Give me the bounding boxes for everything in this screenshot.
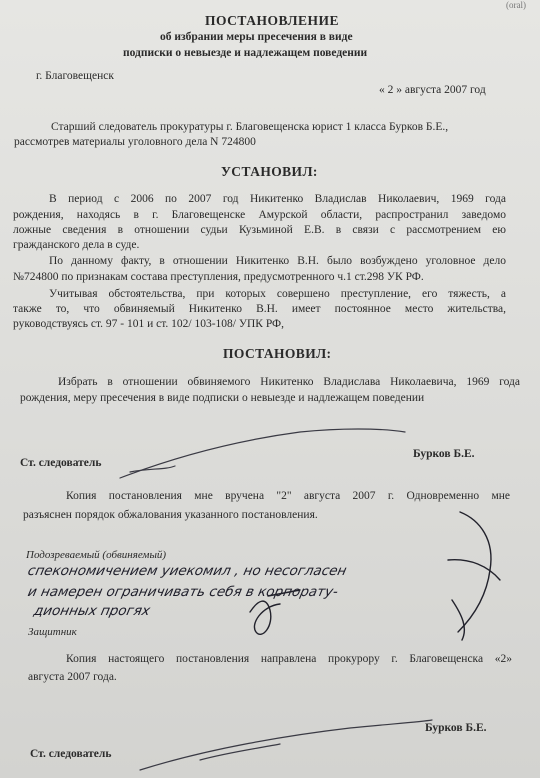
intro-line-2: рассмотрев материалы уголовного дела N 724800 [14, 136, 256, 148]
investigator-signature-1 [120, 429, 405, 478]
established-p1-line-3: ложные сведения в отношении судьи Кузьминой Е.В. в связи с рассмотрением ею [13, 224, 506, 236]
established-p2-line-1: По данному факту, в отношении Никитенко В.Н. было возбуждено уголовное дело [49, 255, 506, 267]
established-p1-line-1: В период с 2006 по 2007 год Никитенко Владислав Николаевич, 1969 года [49, 193, 506, 205]
signer2-role: Ст. следователь [30, 748, 112, 760]
document-subtitle-2: подписки о невыезде и надлежащем поведении [123, 47, 368, 59]
document-title: ПОСТАНОВЛЕНИЕ [205, 13, 340, 28]
copy-sent-line-2: августа 2007 года. [28, 671, 117, 683]
signer-role: Ст. следователь [20, 457, 102, 469]
copy-received-line-2: разъяснен порядок обжалования указанного постановления. [23, 509, 318, 521]
signer2-name: Бурков Б.Е. [425, 722, 487, 734]
copy-received-line-1: Копия постановления мне вручена "2" августа 2007 г. Одновременно мне [66, 490, 510, 502]
defender-label: Защитник [28, 626, 77, 638]
investigator-signature-2 [140, 720, 432, 770]
document-date: « 2 » августа 2007 год [379, 84, 486, 96]
suspect-signature [448, 512, 500, 640]
suspect-label: Подозреваемый (обвиняемый) [26, 549, 167, 561]
established-p3-line-3: руководствуясь ст. 97 - 101 и ст. 102/ 103-108/ УПК РФ, [13, 318, 285, 330]
intro-line-1: Старший следователь прокуратуры г. Благовещенска юрист 1 класса Бурков Б.Е., [51, 121, 449, 133]
established-p3-line-2: также то, что обвиняемый Никитенко В.Н. имеет постоянное место жительства, [13, 303, 506, 315]
established-p2-line-2: №724800 по признакам состава преступления, предусмотренного ч.1 ст.298 УК РФ. [13, 271, 424, 283]
established-p1-line-2: рождения, находясь в г. Благовещенске Амурской области, распространил заведомо [13, 209, 506, 221]
handwritten-line-2: и намерен ограничивать себя в корпорату- [26, 584, 340, 600]
handwritten-line-3: дионных прогях [32, 603, 152, 619]
copy-sent-line-1: Копия настоящего постановления направлена прокурору г. Благовещенска «2» [66, 653, 512, 665]
established-p1-line-4: гражданского дела в суде. [13, 239, 140, 251]
corner-mark: (oral) [506, 0, 526, 10]
decided-line-2: рождения, меру пресечения в виде подписки о невыезде и надлежащем поведении [20, 392, 425, 404]
document-subtitle-1: об избрании меры пресечения в виде [160, 31, 353, 43]
established-p3-line-1: Учитывая обстоятельства, при которых совершено преступление, его тяжесть, а [49, 288, 506, 300]
decided-line-1: Избрать в отношении обвиняемого Никитенко Владислава Николаевича, 1969 года [58, 376, 520, 388]
signer-name: Бурков Б.Е. [413, 448, 475, 460]
established-heading: УСТАНОВИЛ: [221, 164, 318, 179]
handwritten-line-1: спекономичением уиекомил , но несогласен [26, 563, 349, 579]
city: г. Благовещенск [36, 70, 114, 82]
decided-heading: ПОСТАНОВИЛ: [223, 346, 332, 361]
defender-signature [250, 590, 300, 634]
